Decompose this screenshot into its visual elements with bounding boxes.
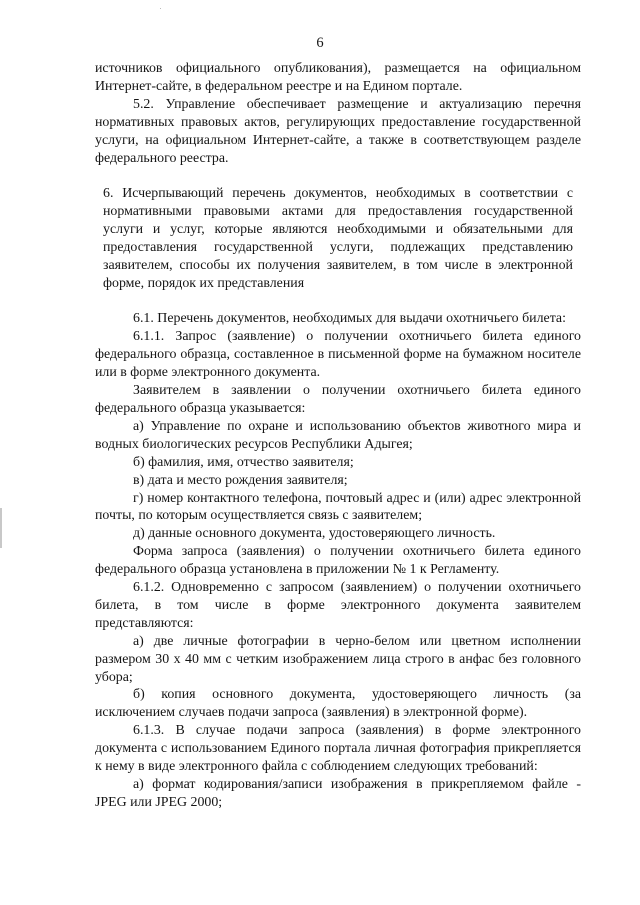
spacer — [95, 293, 581, 310]
document-body — [95, 60, 581, 812]
scan-speck — [160, 8, 161, 9]
paragraph: 6.1.2. Одновременно с запросом (заявлением) о получении охотничьего билета, в том числе в форме электронного документа заявителем представляются: — [95, 580, 581, 631]
paragraph: 6.1.1. Запрос (заявление) о получении охотничьего билета единого федерального образца, составленное в письменной форме на бумажном носителе или в форме электронного документа. — [95, 329, 581, 381]
paragraph: источников официального опубликования), размещается на официальном Интернет-сайте, в федеральном реестре и на Едином портале. — [95, 61, 581, 94]
paragraph: Заявителем в заявлении о получении охотничьего билета единого федерального образца указывается: — [95, 383, 581, 416]
paragraph: 6.1.3. В случае подачи запроса (заявления) в форме электронного документа с использованием Единого портала личная фотография прикрепляется к нему в виде электронного файла с соблюдением следующих требований: — [95, 723, 581, 775]
section-heading: 6. Исчерпывающий перечень документов, необходимых в соответствии с нормативными правовыми актами для предоставления государственной услуги и услуг, которые являются необходимыми и обязательными для предоставления государственной услуги, подлежащих представлению заявителем, способы их получения заявителем, в том числе в электронной форме, порядок их представления — [103, 186, 573, 292]
paragraph: 6.1. Перечень документов, необходимых для выдачи охотничьего билета: — [133, 311, 566, 327]
paragraph: в) дата и место рождения заявителя; — [133, 472, 348, 488]
paragraph: д) данные основного документа, удостоверяющего личность. — [133, 526, 496, 542]
scan-edge-mark — [0, 508, 2, 548]
paragraph: б) фамилия, имя, отчество заявителя; — [133, 454, 354, 470]
intro-paragraphs — [95, 60, 581, 167]
page-number: 6 — [316, 35, 324, 51]
spacer — [95, 167, 581, 185]
paragraph: г) номер контактного телефона, почтовый адрес и (или) адрес электронной почты, по которым осуществляется связь с заявителем; — [95, 490, 581, 524]
paragraph: Форма запроса (заявления) о получении охотничьего билета единого федерального образца установлена в приложении № 1 к Регламенту. — [95, 544, 581, 578]
paragraph: 5.2. Управление обеспечивает размещение и актуализацию перечня нормативных правовых актов, регулирующих предоставление государственной услуги, на официальном Интернет-сайте, а также в соответствующем разделе федерального реестра. — [95, 96, 581, 166]
paragraph: а) Управление по охране и использованию объектов животного мира и водных биологических ресурсов Республики Адыгея; — [95, 418, 581, 452]
paragraph: а) две личные фотографии в черно-белом или цветном исполнении размером 30 х 40 мм с четким изображением лица строго в анфас без головного убора; — [95, 633, 581, 685]
paragraph: б) копия основного документа, удостоверяющего личность (за исключением случаев подачи запроса (заявления) в электронной форме). — [95, 687, 581, 721]
paragraph: а) формат кодирования/записи изображения в прикрепляемом файле - JPEG или JPEG 2000; — [95, 777, 581, 810]
section-paragraphs — [95, 310, 581, 811]
